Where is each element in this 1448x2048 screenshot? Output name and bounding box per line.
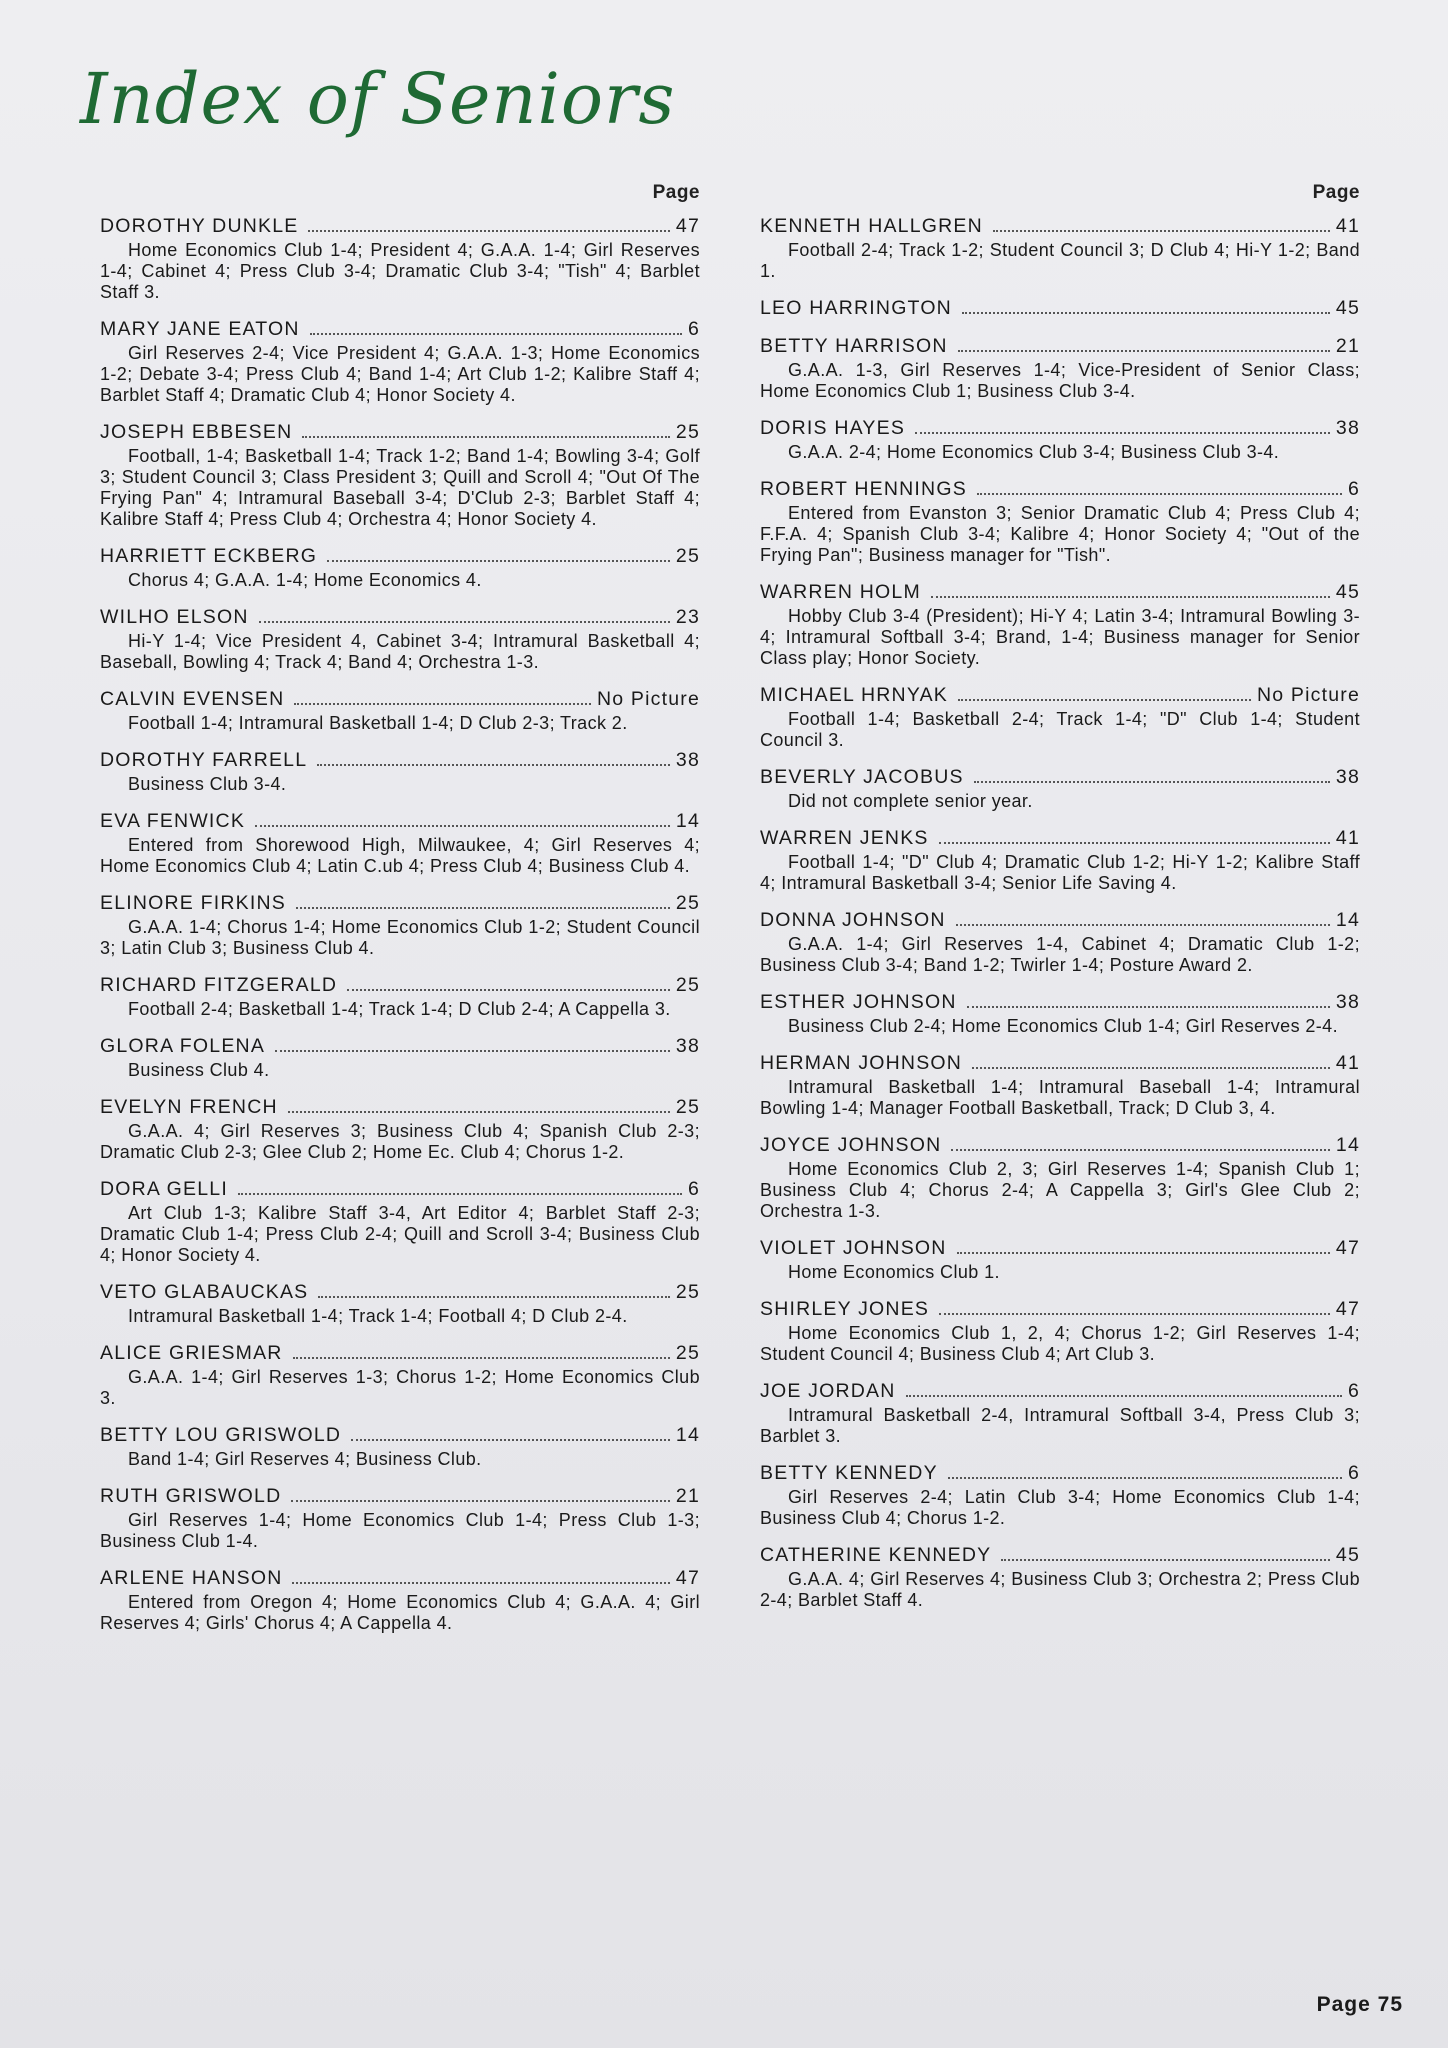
senior-name: JOSEPH EBBESEN xyxy=(100,421,293,443)
senior-entry xyxy=(100,1566,700,1634)
leader-dots xyxy=(291,1500,670,1502)
senior-page-ref: 41 xyxy=(1335,1052,1360,1074)
senior-activities: Girl Reserves 2-4; Vice President 4; G.A.A. 1-3; Home Economics 1-2; Debate 3-4; Press Club 4; Band 1-4; Art Club 1-2; Kalibre Staff 4; Barblet Staff 4; Dramatic Club 4; Honor Society 4. xyxy=(100,343,700,405)
leader-dots xyxy=(318,1296,670,1298)
senior-name-line xyxy=(100,605,700,629)
senior-page-ref: 25 xyxy=(675,545,700,567)
senior-entry xyxy=(760,1236,1360,1283)
leader-dots xyxy=(275,1050,670,1052)
leader-dots xyxy=(302,436,670,438)
senior-page-ref: 38 xyxy=(675,1035,700,1057)
leader-dots xyxy=(967,1006,1330,1008)
leader-dots xyxy=(972,1067,1330,1069)
senior-activities: Intramural Basketball 2-4, Intramural Softball 3-4, Press Club 3; Barblet 3. xyxy=(760,1405,1360,1446)
senior-entry xyxy=(100,1095,700,1163)
senior-page-ref: 6 xyxy=(1347,1462,1360,1484)
senior-page-ref: 25 xyxy=(675,1342,700,1364)
senior-activities: Hobby Club 3-4 (President); Hi-Y 4; Latin 3-4; Intramural Bowling 3-4; Intramural Softball 3-4; Brand, 1-4; Business manager for Senior Class play; Honor Society. xyxy=(760,606,1360,668)
senior-entry xyxy=(760,580,1360,669)
senior-name: BEVERLY JACOBUS xyxy=(760,766,964,788)
senior-page-ref: 6 xyxy=(1347,1380,1360,1402)
senior-page-ref: 47 xyxy=(1335,1298,1360,1320)
senior-entry xyxy=(100,1177,700,1266)
senior-page-ref: 41 xyxy=(1335,215,1360,237)
senior-page-ref: 14 xyxy=(1335,1134,1360,1156)
senior-name-line xyxy=(100,1095,700,1119)
senior-entry xyxy=(100,605,700,673)
senior-activities: Band 1-4; Girl Reserves 4; Business Club. xyxy=(128,1449,482,1469)
senior-activities: Hi-Y 1-4; Vice President 4, Cabinet 3-4; Intramural Basketball 4; Baseball, Bowling 4; Track 4; Band 4; Orchestra 1-3. xyxy=(100,631,700,672)
senior-activities: G.A.A. 1-3, Girl Reserves 1-4; Vice-President of Senior Class; Home Economics Club 1; Business Club 3-4. xyxy=(760,360,1360,401)
senior-name: EVELYN FRENCH xyxy=(100,1096,278,1118)
senior-page-ref: 25 xyxy=(675,1281,700,1303)
senior-page-ref: 25 xyxy=(675,892,700,914)
leader-dots xyxy=(948,1477,1342,1479)
senior-page-ref: 6 xyxy=(687,1178,700,1200)
senior-name-line xyxy=(100,809,700,833)
senior-name: JOYCE JOHNSON xyxy=(760,1134,942,1156)
senior-activities: Entered from Oregon 4; Home Economics Club 4; G.A.A. 4; Girl Reserves 4; Girls' Chorus 4; A Cappella 4. xyxy=(100,1592,700,1633)
senior-name: ESTHER JOHNSON xyxy=(760,991,957,1013)
leader-dots xyxy=(906,1395,1342,1397)
senior-page-ref: 6 xyxy=(1347,478,1360,500)
senior-entry xyxy=(100,891,700,959)
senior-page-ref: 38 xyxy=(675,749,700,771)
senior-name-line xyxy=(760,908,1360,932)
senior-name: KENNETH HALLGREN xyxy=(760,215,983,237)
senior-activities: Girl Reserves 2-4; Latin Club 3-4; Home Economics Club 1-4; Business Club 4; Chorus 1-2. xyxy=(760,1487,1360,1528)
senior-activities: G.A.A. 1-4; Girl Reserves 1-3; Chorus 1-2; Home Economics Club 3. xyxy=(100,1367,700,1408)
senior-activities: Art Club 1-3; Kalibre Staff 3-4, Art Editor 4; Barblet Staff 2-3; Dramatic Club 1-4; Press Club 2-4; Quill and Scroll 3-4; Business Club 4; Honor Society 4. xyxy=(100,1203,700,1265)
leader-dots xyxy=(939,1313,1330,1315)
senior-activities: Football 2-4; Track 1-2; Student Council 3; D Club 4; Hi-Y 1-2; Band 1. xyxy=(760,240,1360,281)
senior-name-line xyxy=(100,1423,700,1447)
page-title: Index of Seniors xyxy=(80,58,676,140)
senior-activities: Football, 1-4; Basketball 1-4; Track 1-2; Band 1-4; Bowling 3-4; Golf 3; Student Council 3; Class President 3; Quill and Scroll 4; "Out Of The Frying Pan" 4; Intramural Baseball 3-4; D'Club 2-3; Barblet Staff 4; Kalibre Staff 4; Press Club 4; Orchestra 4; Honor Society 4. xyxy=(100,446,700,529)
senior-entry xyxy=(760,477,1360,566)
leader-dots xyxy=(958,350,1330,352)
senior-activities: G.A.A. 2-4; Home Economics Club 3-4; Business Club 3-4. xyxy=(788,442,1280,462)
senior-name: BETTY HARRISON xyxy=(760,335,948,357)
senior-name-line xyxy=(760,765,1360,789)
senior-name-line xyxy=(760,580,1360,604)
senior-name: VETO GLABAUCKAS xyxy=(100,1281,309,1303)
leader-dots xyxy=(317,764,670,766)
senior-name-line xyxy=(760,1297,1360,1321)
page-number: Page 75 xyxy=(1316,1993,1403,2016)
leader-dots xyxy=(351,1439,670,1441)
leader-dots xyxy=(296,907,670,909)
leader-dots xyxy=(292,1582,669,1584)
senior-name-line xyxy=(760,1236,1360,1260)
senior-activities: G.A.A. 1-4; Chorus 1-4; Home Economics Club 1-2; Student Council 3; Latin Club 3; Business Club 4. xyxy=(100,917,700,958)
senior-page-ref: 25 xyxy=(675,421,700,443)
senior-name: MARY JANE EATON xyxy=(100,318,300,340)
senior-name-line xyxy=(760,1051,1360,1075)
senior-entry xyxy=(760,1543,1360,1611)
senior-name: ROBERT HENNINGS xyxy=(760,478,967,500)
senior-entry xyxy=(760,334,1360,402)
senior-entry xyxy=(100,1423,700,1470)
senior-entry xyxy=(760,990,1360,1037)
senior-page-ref: 45 xyxy=(1335,297,1360,319)
senior-name: DONNA JOHNSON xyxy=(760,909,946,931)
senior-list-left xyxy=(100,214,700,1634)
senior-name-line xyxy=(760,296,1360,320)
senior-page-ref: 25 xyxy=(675,1096,700,1118)
senior-page-ref: No Picture xyxy=(596,688,700,710)
senior-entry xyxy=(100,1484,700,1552)
senior-name-line xyxy=(760,1379,1360,1403)
senior-name-line xyxy=(100,973,700,997)
senior-entry xyxy=(100,317,700,406)
senior-activities: Entered from Shorewood High, Milwaukee, 4; Girl Reserves 4; Home Economics Club 4; Latin C.ub 4; Press Club 4; Business Club 4. xyxy=(100,835,700,876)
senior-list-right xyxy=(760,214,1360,1611)
senior-entry xyxy=(760,1051,1360,1119)
senior-entry xyxy=(760,765,1360,812)
senior-activities: Entered from Evanston 3; Senior Dramatic Club 4; Press Club 4; F.F.A. 4; Spanish Club 3-4; Kalibre 4; Honor Society 4; "Out of the Frying Pan"; Business manager for "Tish". xyxy=(760,503,1360,565)
senior-page-ref: 21 xyxy=(1335,335,1360,357)
senior-name-line xyxy=(100,544,700,568)
senior-name-line xyxy=(100,1341,700,1365)
senior-page-ref: 41 xyxy=(1335,827,1360,849)
senior-name: EVA FENWICK xyxy=(100,810,246,832)
leader-dots xyxy=(974,781,1330,783)
senior-activities: Intramural Basketball 1-4; Track 1-4; Football 4; D Club 2-4. xyxy=(128,1306,628,1326)
senior-name: JOE JORDAN xyxy=(760,1380,896,1402)
senior-name-line xyxy=(100,891,700,915)
senior-activities: Business Club 2-4; Home Economics Club 1-4; Girl Reserves 2-4. xyxy=(788,1016,1338,1036)
senior-activities: Business Club 4. xyxy=(128,1060,270,1080)
senior-name-line xyxy=(100,1280,700,1304)
senior-page-ref: 45 xyxy=(1335,1544,1360,1566)
senior-activities: Football 2-4; Basketball 1-4; Track 1-4; D Club 2-4; A Cappella 3. xyxy=(128,999,671,1019)
senior-activities: Business Club 3-4. xyxy=(128,774,287,794)
senior-name-line xyxy=(100,420,700,444)
senior-name: RICHARD FITZGERALD xyxy=(100,974,338,996)
leader-dots xyxy=(308,230,669,232)
senior-page-ref: No Picture xyxy=(1256,684,1360,706)
senior-name-line xyxy=(760,214,1360,238)
senior-page-ref: 38 xyxy=(1335,766,1360,788)
senior-activities: Intramural Basketball 1-4; Intramural Baseball 1-4; Intramural Bowling 1-4; Manager Football Basketball, Track; D Club 3, 4. xyxy=(760,1077,1360,1118)
senior-name: ARLENE HANSON xyxy=(100,1567,283,1589)
leader-dots xyxy=(956,924,1330,926)
leader-dots xyxy=(931,596,1330,598)
right-column xyxy=(760,182,1360,1625)
senior-entry xyxy=(100,420,700,530)
senior-page-ref: 6 xyxy=(687,318,700,340)
senior-name-line xyxy=(100,748,700,772)
senior-name: HERMAN JOHNSON xyxy=(760,1052,963,1074)
senior-entry xyxy=(760,826,1360,894)
senior-name: ELINORE FIRKINS xyxy=(100,892,286,914)
senior-activities: Football 1-4; "D" Club 4; Dramatic Club 1-2; Hi-Y 1-2; Kalibre Staff 4; Intramural Basketball 3-4; Senior Life Saving 4. xyxy=(760,852,1360,893)
leader-dots xyxy=(294,703,591,705)
senior-page-ref: 45 xyxy=(1335,581,1360,603)
senior-entry xyxy=(760,1297,1360,1365)
senior-name-line xyxy=(100,1177,700,1201)
senior-entry xyxy=(760,296,1360,320)
senior-entry xyxy=(760,908,1360,976)
senior-page-ref: 47 xyxy=(1335,1237,1360,1259)
senior-name: RUTH GRISWOLD xyxy=(100,1485,282,1507)
leader-dots xyxy=(915,432,1330,434)
senior-entry xyxy=(760,1461,1360,1529)
leader-dots xyxy=(327,560,670,562)
senior-entry xyxy=(100,687,700,734)
senior-activities: Girl Reserves 1-4; Home Economics Club 1-4; Press Club 1-3; Business Club 1-4. xyxy=(100,1510,700,1551)
senior-entry xyxy=(100,544,700,591)
senior-entry xyxy=(760,1379,1360,1447)
senior-entry xyxy=(760,1133,1360,1222)
senior-activities: G.A.A. 4; Girl Reserves 3; Business Club 4; Spanish Club 2-3; Dramatic Club 2-3; Glee Club 2; Home Ec. Club 4; Chorus 1-2. xyxy=(100,1121,700,1162)
senior-entry xyxy=(760,416,1360,463)
page-column-header: Page xyxy=(652,182,700,203)
senior-name-line xyxy=(760,477,1360,501)
leader-dots xyxy=(288,1111,670,1113)
senior-name: DOROTHY DUNKLE xyxy=(100,215,299,237)
senior-name: BETTY LOU GRISWOLD xyxy=(100,1424,342,1446)
senior-name-line xyxy=(760,1461,1360,1485)
senior-page-ref: 25 xyxy=(675,974,700,996)
leader-dots xyxy=(293,1357,670,1359)
senior-name: BETTY KENNEDY xyxy=(760,1462,938,1484)
senior-entry xyxy=(100,214,700,303)
leader-dots xyxy=(939,842,1330,844)
senior-name-line xyxy=(100,1566,700,1590)
senior-activities: Home Economics Club 2, 3; Girl Reserves 1-4; Spanish Club 1; Business Club 4; Chorus 2-4; A Cappella 3; Girl's Glee Club 2; Orchestra 1-3. xyxy=(760,1159,1360,1221)
senior-name: WILHO ELSON xyxy=(100,606,249,628)
senior-name-line xyxy=(760,683,1360,707)
leader-dots xyxy=(951,1149,1330,1151)
senior-name: VIOLET JOHNSON xyxy=(760,1237,947,1259)
senior-entry xyxy=(100,1341,700,1409)
senior-page-ref: 47 xyxy=(675,1567,700,1589)
senior-name-line xyxy=(760,334,1360,358)
senior-name: CATHERINE KENNEDY xyxy=(760,1544,992,1566)
senior-page-ref: 38 xyxy=(1335,417,1360,439)
senior-activities: Home Economics Club 1. xyxy=(788,1262,1000,1282)
senior-name-line xyxy=(760,416,1360,440)
senior-entry xyxy=(100,1280,700,1327)
senior-activities: Did not complete senior year. xyxy=(788,791,1033,811)
senior-name: DOROTHY FARRELL xyxy=(100,749,308,771)
senior-page-ref: 14 xyxy=(675,810,700,832)
senior-entry xyxy=(100,809,700,877)
senior-name-line xyxy=(100,687,700,711)
senior-name-line xyxy=(100,1484,700,1508)
senior-activities: G.A.A. 1-4; Girl Reserves 1-4, Cabinet 4; Dramatic Club 1-2; Business Club 3-4; Band 1-2; Twirler 1-4; Posture Award 2. xyxy=(760,934,1360,975)
senior-name-line xyxy=(760,1133,1360,1157)
senior-name: WARREN HOLM xyxy=(760,581,921,603)
leader-dots xyxy=(238,1193,682,1195)
senior-activities: Home Economics Club 1, 2, 4; Chorus 1-2; Girl Reserves 1-4; Student Council 4; Business Club 4; Art Club 3. xyxy=(760,1323,1360,1364)
leader-dots xyxy=(957,1252,1330,1254)
senior-activities: G.A.A. 4; Girl Reserves 4; Business Club 3; Orchestra 2; Press Club 2-4; Barblet Staff 4. xyxy=(760,1569,1360,1610)
senior-page-ref: 21 xyxy=(675,1485,700,1507)
senior-name: CALVIN EVENSEN xyxy=(100,688,285,710)
senior-activities: Home Economics Club 1-4; President 4; G.A.A. 1-4; Girl Reserves 1-4; Cabinet 4; Press Club 3-4; Dramatic Club 3-4; "Tish" 4; Barblet Staff 3. xyxy=(100,240,700,302)
page-column-header: Page xyxy=(1312,182,1360,203)
senior-entry xyxy=(760,214,1360,282)
senior-name: GLORA FOLENA xyxy=(100,1035,266,1057)
leader-dots xyxy=(259,621,670,623)
senior-name: SHIRLEY JONES xyxy=(760,1298,930,1320)
senior-name: ALICE GRIESMAR xyxy=(100,1342,283,1364)
senior-name-line xyxy=(760,990,1360,1014)
senior-activities: Football 1-4; Intramural Basketball 1-4; D Club 2-3; Track 2. xyxy=(128,713,628,733)
senior-name: DORIS HAYES xyxy=(760,417,906,439)
senior-entry xyxy=(100,1034,700,1081)
senior-name-line xyxy=(760,826,1360,850)
senior-page-ref: 14 xyxy=(675,1424,700,1446)
senior-page-ref: 47 xyxy=(675,215,700,237)
senior-name-line xyxy=(100,214,700,238)
leader-dots xyxy=(977,493,1342,495)
senior-page-ref: 23 xyxy=(675,606,700,628)
left-column xyxy=(100,182,700,1648)
senior-name-line xyxy=(760,1543,1360,1567)
senior-page-ref: 14 xyxy=(1335,909,1360,931)
senior-activities: Chorus 4; G.A.A. 1-4; Home Economics 4. xyxy=(128,570,482,590)
senior-name: MICHAEL HRNYAK xyxy=(760,684,948,706)
senior-name: DORA GELLI xyxy=(100,1178,228,1200)
senior-entry xyxy=(760,683,1360,751)
leader-dots xyxy=(962,312,1330,314)
leader-dots xyxy=(958,699,1251,701)
leader-dots xyxy=(347,989,670,991)
senior-entry xyxy=(100,973,700,1020)
senior-name-line xyxy=(100,317,700,341)
senior-entry xyxy=(100,748,700,795)
leader-dots xyxy=(1001,1559,1330,1561)
leader-dots xyxy=(255,825,670,827)
senior-name-line xyxy=(100,1034,700,1058)
senior-name: HARRIETT ECKBERG xyxy=(100,545,318,567)
senior-name: LEO HARRINGTON xyxy=(760,297,952,319)
leader-dots xyxy=(993,230,1330,232)
leader-dots xyxy=(310,333,682,335)
senior-name: WARREN JENKS xyxy=(760,827,929,849)
senior-page-ref: 38 xyxy=(1335,991,1360,1013)
senior-activities: Football 1-4; Basketball 2-4; Track 1-4; "D" Club 1-4; Student Council 3. xyxy=(760,709,1360,750)
